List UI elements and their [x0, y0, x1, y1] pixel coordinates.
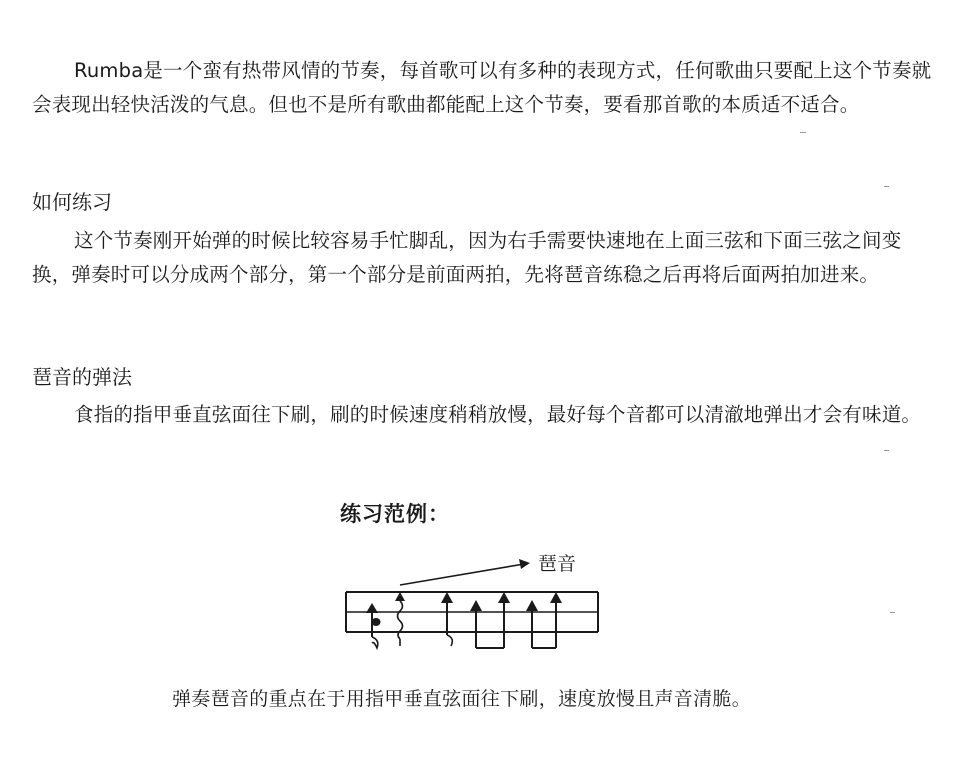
arpeggio-wavy-mark	[395, 592, 405, 646]
practice-paragraph: 这个节奏刚开始弹的时候比较容易手忙脚乱，因为右手需要快速地在上面三弦和下面三弦之间变换，弹奏时可以分成两个部分，第一个部分是前面两拍，先将琶音练稳之后再将后面两拍加进来。	[32, 229, 902, 286]
strum-up-1	[366, 603, 381, 648]
arpeggio-arrow	[400, 559, 530, 585]
strum-up-5	[526, 600, 538, 648]
scan-speck	[890, 612, 895, 613]
heading-arpeggio-technique: 琶音的弹法	[32, 365, 132, 389]
scan-speck	[800, 132, 806, 133]
arpeggio-label: 琶音	[538, 553, 577, 575]
arpeggio-paragraph: 食指的指甲垂直弦面往下刷，刷的时候速度稍稍放慢，最好每个音都可以清澈地弹出才会有味道。	[74, 403, 922, 426]
strum-up-4	[498, 592, 510, 648]
rhythm-notation	[330, 540, 620, 665]
strum-up-2	[441, 592, 453, 646]
example-title: 练习范例：	[340, 502, 450, 526]
staff	[346, 592, 598, 632]
scan-speck	[884, 450, 889, 451]
strum-up-6	[550, 592, 562, 648]
intro-paragraph: Rumba是一个蛮有热带风情的节奏，每首歌可以有多种的表现方式，任何歌曲只要配上这个节奏就会表现出轻快活泼的气息。但也不是所有歌曲都能配上这个节奏，要看那首歌的本质适不适合。	[32, 59, 932, 116]
heading-how-to-practice: 如何练习	[32, 190, 112, 214]
strum-up-3	[470, 600, 482, 648]
scan-speck	[884, 186, 889, 187]
example-caption: 弹奏琶音的重点在于用指甲垂直弦面往下刷，速度放慢且声音清脆。	[172, 688, 752, 710]
